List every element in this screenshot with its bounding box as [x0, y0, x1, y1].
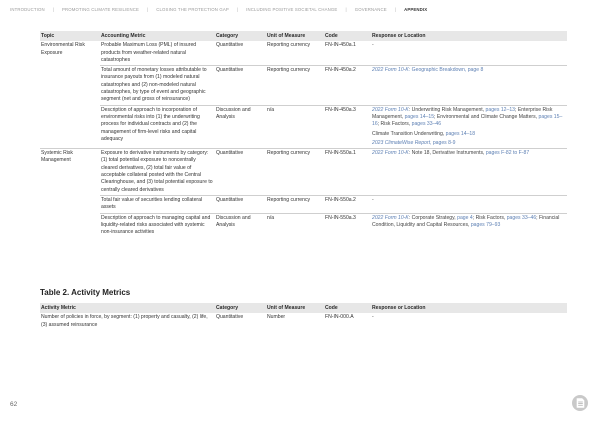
- category-cell: Quantitative: [216, 314, 244, 321]
- response-paragraph: [372, 67, 565, 74]
- unit-cell: n/a: [266, 105, 324, 148]
- response-link[interactable]: 2022 Form 10-K: [372, 150, 409, 157]
- table-row: [40, 66, 567, 105]
- response-paragraph: [372, 140, 565, 147]
- code-cell: FN-IN-450a.1: [325, 42, 356, 49]
- code-cell: FN-IN-450a.2: [324, 66, 371, 105]
- unit-cell: Reporting currency: [267, 42, 311, 49]
- page-number: 62: [10, 401, 18, 408]
- nav-separator: |: [52, 7, 55, 12]
- response-paragraph: [372, 107, 565, 129]
- response-link[interactable]: 2022 Form 10-K: [372, 214, 409, 221]
- response-link[interactable]: pages 33–46: [506, 214, 537, 221]
- response-link[interactable]: 2022 Form 10-K: [372, 67, 409, 74]
- response-text: : Underwriting Risk Management,: [408, 106, 486, 113]
- table-header-row: [40, 303, 567, 313]
- response-link[interactable]: 2022 Form 10-K: [372, 106, 409, 113]
- nav-separator: |: [146, 7, 149, 12]
- response-paragraph: [372, 215, 565, 230]
- response-link[interactable]: pages 12–13: [485, 106, 516, 113]
- response-paragraph: [372, 150, 565, 157]
- category-cell: Quantitative: [216, 42, 244, 49]
- response-link[interactable]: pages 14–15: [404, 113, 435, 120]
- header-topic: Topic: [40, 31, 100, 41]
- nav-item-appendix[interactable]: APPENDIX: [404, 7, 428, 12]
- code-cell: FN-IN-550a.1: [324, 149, 371, 196]
- table-row: [40, 41, 567, 65]
- header-activity-metric: Activity Metric: [40, 303, 215, 313]
- nav-separator: |: [394, 7, 397, 12]
- accounting-metrics-table: [40, 31, 567, 237]
- nav-item-introduction[interactable]: INTRODUCTION: [10, 7, 45, 12]
- accounting-metric-cell: Exposure to derivative instruments by category: (1) total potential exposure to noncentrally cleared derivatives, (2) total fair value of acceptable collateral posted with the Central Clearinghouse, and (3) total potential exposure to centrally cleared derivatives: [100, 149, 215, 196]
- response-text: -: [372, 42, 374, 49]
- response-text: ; Risk Factors,: [377, 121, 412, 128]
- response-text: ; Financial Condition, Liquidity and Capital Resources,: [372, 214, 560, 228]
- header-accounting-metric: Accounting Metric: [100, 31, 215, 41]
- nav-item-closing-the-protection-gap[interactable]: CLOSING THE PROTECTION GAP: [156, 7, 229, 12]
- response-cell: [371, 213, 567, 237]
- code-cell: FN-IN-450a.3: [324, 105, 371, 148]
- accounting-metric-cell: Description of approach to managing capital and liquidity-related risks associated with systemic non-insurance activities: [100, 213, 215, 237]
- response-cell: [371, 41, 567, 65]
- header-unit-of-measure: Unit of Measure: [266, 31, 324, 41]
- table-header-row: [40, 31, 567, 41]
- activity-metric-cell: Number of policies in force, by segment: (1) property and casualty, (2) life, (3) assumed reinsurance: [41, 314, 208, 328]
- header-category: Category: [215, 31, 266, 41]
- response-cell: [371, 66, 567, 105]
- response-text: : Note 18, Derivative Instruments,: [408, 150, 486, 157]
- response-text: : Corporate Strategy,: [408, 214, 458, 221]
- code-cell: FN-IN-550a.3: [324, 213, 371, 237]
- category-cell: Quantitative: [215, 66, 266, 105]
- category-cell: Discussion and Analysis: [215, 105, 266, 148]
- nav-item-promoting-climate-resilience[interactable]: PROMOTING CLIMATE RESILIENCE: [62, 7, 139, 12]
- unit-cell: Reporting currency: [266, 149, 324, 196]
- document-glyph-icon: [576, 398, 585, 408]
- nav-item-including-positive-societal-change[interactable]: INCLUDING POSITIVE SOCIETAL CHANGE: [246, 7, 338, 12]
- nav-separator: |: [345, 7, 347, 12]
- response-cell: [371, 149, 567, 196]
- header-response-or-location: Response or Location: [371, 31, 567, 41]
- response-paragraph: [372, 42, 565, 49]
- response-link[interactable]: page 8: [467, 67, 484, 74]
- response-paragraph: [372, 131, 565, 138]
- header-response-or-location: Response or Location: [371, 303, 567, 313]
- response-link[interactable]: pages 15–16: [372, 113, 563, 128]
- category-cell: Discussion and Analysis: [215, 213, 266, 237]
- table-row: [40, 149, 567, 196]
- header-code: Code: [324, 31, 371, 41]
- accounting-metric-cell: Total amount of monetary losses attributable to insurance payouts from (1) modeled natural catastrophes and (2) non-modeled natural catastrophes, by type of event and geographic segment (net and gross of reinsurance): [100, 66, 215, 105]
- table-row: [40, 213, 567, 237]
- unit-cell: Reporting currency: [266, 66, 324, 105]
- header-category: Category: [215, 303, 266, 313]
- table-row: [40, 313, 567, 330]
- accounting-metric-cell: Probable Maximum Loss (PML) of insured products from weather-related natural catastrophes: [101, 42, 197, 63]
- document-icon[interactable]: [572, 395, 588, 411]
- response-link[interactable]: : Geographic Breakdown,: [408, 67, 468, 74]
- table-row: [40, 195, 567, 213]
- response-cell: [371, 195, 567, 213]
- category-cell: Quantitative: [215, 149, 266, 196]
- response-link[interactable]: page 4: [457, 214, 473, 221]
- nav-separator: |: [236, 7, 239, 12]
- header-unit-of-measure: Unit of Measure: [266, 303, 324, 313]
- header-code: Code: [324, 303, 371, 313]
- activity-metrics-table: [40, 303, 567, 330]
- unit-cell: Number: [267, 314, 286, 321]
- code-cell: FN-IN-000.A: [325, 314, 354, 321]
- accounting-metric-cell: Total fair value of securities lending collateral assets: [100, 195, 215, 213]
- unit-cell: n/a: [266, 213, 324, 237]
- response-text: Climate Transition Underwriting,: [372, 130, 446, 137]
- code-cell: FN-IN-550a.2: [324, 195, 371, 213]
- top-navigation: [10, 5, 592, 14]
- unit-cell: Reporting currency: [266, 195, 324, 213]
- accounting-metric-cell: Description of approach to incorporation of environmental risks into (1) the underwriting process for individual contracts and (2) the management of firm-level risks and capital adequacy: [100, 105, 215, 148]
- response-link[interactable]: pages 14–18: [445, 130, 476, 137]
- response-cell: -: [372, 314, 374, 321]
- response-text: -: [372, 196, 374, 203]
- response-text: ; Risk Factors,: [472, 214, 507, 221]
- response-link[interactable]: pages 79–93: [470, 221, 501, 228]
- response-cell: [371, 105, 567, 148]
- response-paragraph: [372, 197, 565, 204]
- response-link[interactable]: pages 33–46: [411, 121, 442, 128]
- nav-item-governance[interactable]: GOVERNANCE: [354, 7, 387, 12]
- response-link[interactable]: pages F-82 to F-87: [485, 150, 530, 157]
- response-link[interactable]: , pages 8-9: [430, 139, 456, 146]
- table2-title: Table 2. Activity Metrics: [40, 288, 131, 297]
- category-cell: Quantitative: [215, 195, 266, 213]
- response-link[interactable]: 2023 ClimateWise Report: [372, 139, 430, 146]
- response-text: ; Environmental and Climate Change Matters,: [434, 113, 539, 120]
- topic-cell: Systemic Risk Management: [40, 149, 100, 238]
- response-text: ; Enterprise Risk Management,: [372, 106, 553, 120]
- table-row: [40, 105, 567, 148]
- topic-cell: Environmental Risk Exposure: [41, 42, 85, 56]
